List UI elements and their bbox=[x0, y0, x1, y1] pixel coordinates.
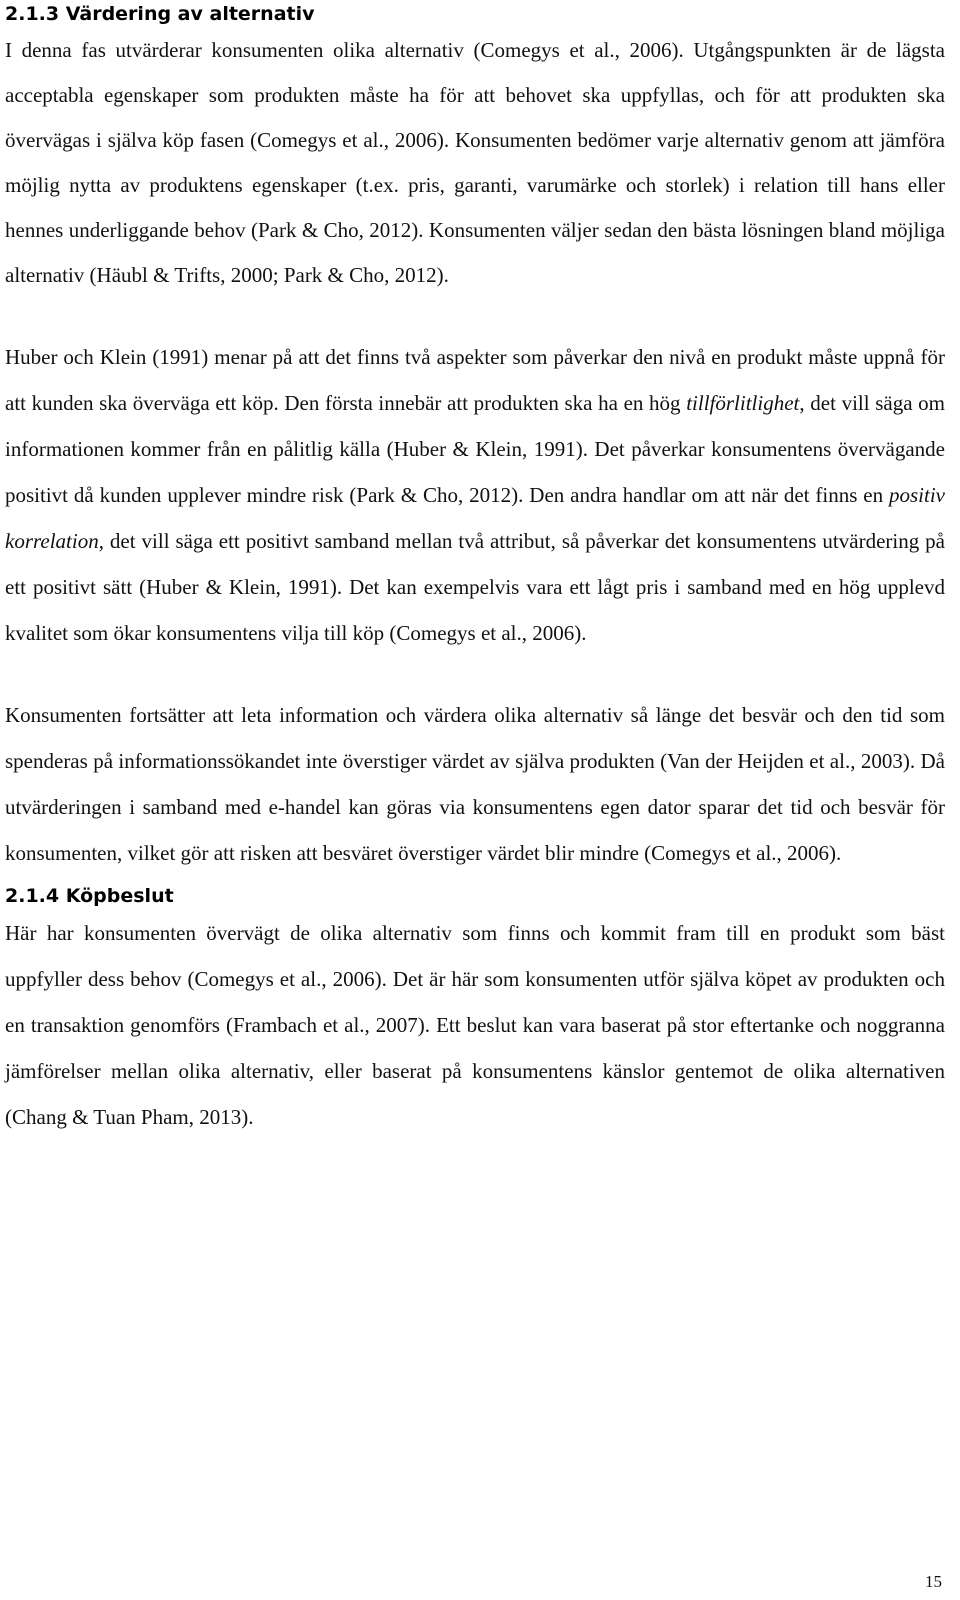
page-number: 15 bbox=[925, 1572, 942, 1591]
paragraph-spacer bbox=[5, 298, 945, 334]
section-heading-2-1-4: 2.1.4 Köpbeslut bbox=[5, 885, 174, 907]
section-heading-2-1-3: 2.1.3 Värdering av alternativ bbox=[5, 3, 315, 25]
paragraph-information-search: Konsumenten fortsätter att leta information och värdera olika alternativ så länge det besvär och den tid som spenderas på informationssökandet inte överstiger värdet av själva produkten (Van der Heijden et al., 2003). Då utvärderingen i samband med e-handel kan göras via konsumentens egen dator sparar det tid och besvär för konsumenten, vilket gör att risken att besväret överstiger värdet blir mindre (Comegys et al., 2006). bbox=[5, 703, 945, 865]
paragraph-evaluation-intro: I denna fas utvärderar konsumenten olika alternativ (Comegys et al., 2006). Utgångspunkten är de lägsta acceptabla egenskaper som produkten måste ha för att behovet ska uppfyllas, och för att produkten ska övervägas i själva köp fasen (Comegys et al., 2006). Konsumenten bedömer varje alternativ genom att jämföra möjlig nytta av produktens egenskaper (t.ex. pris, garanti, varumärke och storlek) i relation till hans eller hennes underliggande behov (Park & Cho, 2012). Konsumenten väljer sedan den bästa lösningen bland möjliga alternativ (Häubl & Trifts, 2000; Park & Cho, 2012). bbox=[5, 38, 945, 287]
paragraph-spacer bbox=[5, 656, 945, 692]
emphasis-term: positiv korrelation bbox=[5, 483, 945, 553]
paragraph-purchase-decision: Här har konsumenten övervägt de olika alternativ som finns och kommit fram till en produkt som bäst uppfyller dess behov (Comegys et al., 2006). Det är här som konsumenten utför själva köpet av produkten och en transaktion genomförs (Frambach et al., 2007). Ett beslut kan vara baserat på stor eftertanke och noggranna jämförelser mellan olika alternativ, eller baserat på konsumentens känslor gentemot de olika alternativen (Chang & Tuan Pham, 2013). bbox=[5, 921, 945, 1129]
emphasis-term: tillförlitlighet bbox=[686, 391, 800, 415]
paragraph-text: , det vill säga om informationen kommer från en pålitlig källa (Huber & Klein, 1991). Det påverkar konsumentens övervägande positivt då kunden upplever mindre risk (Park & Cho, 2012). Den andra handlar om att när det finns en bbox=[5, 391, 946, 507]
document-page bbox=[5, 0, 945, 1140]
paragraph-huber-klein bbox=[5, 334, 945, 656]
paragraph-text: Huber och Klein (1991) menar på att det finns två aspekter som påverkar den nivå en produkt måste uppnå för att kunden ska överväga ett köp. Den första innebär att produkten ska ha en hög bbox=[5, 345, 945, 415]
paragraph-text: , det vill säga ett positivt samband mellan två attribut, så påverkar det konsumentens utvärdering på ett positivt sätt (Huber & Klein, 1991). Det kan exempelvis vara ett lågt pris i samband med en hög upplevd kvalitet som ökar konsumentens vilja till köp (Comegys et al., 2006). bbox=[5, 529, 945, 645]
